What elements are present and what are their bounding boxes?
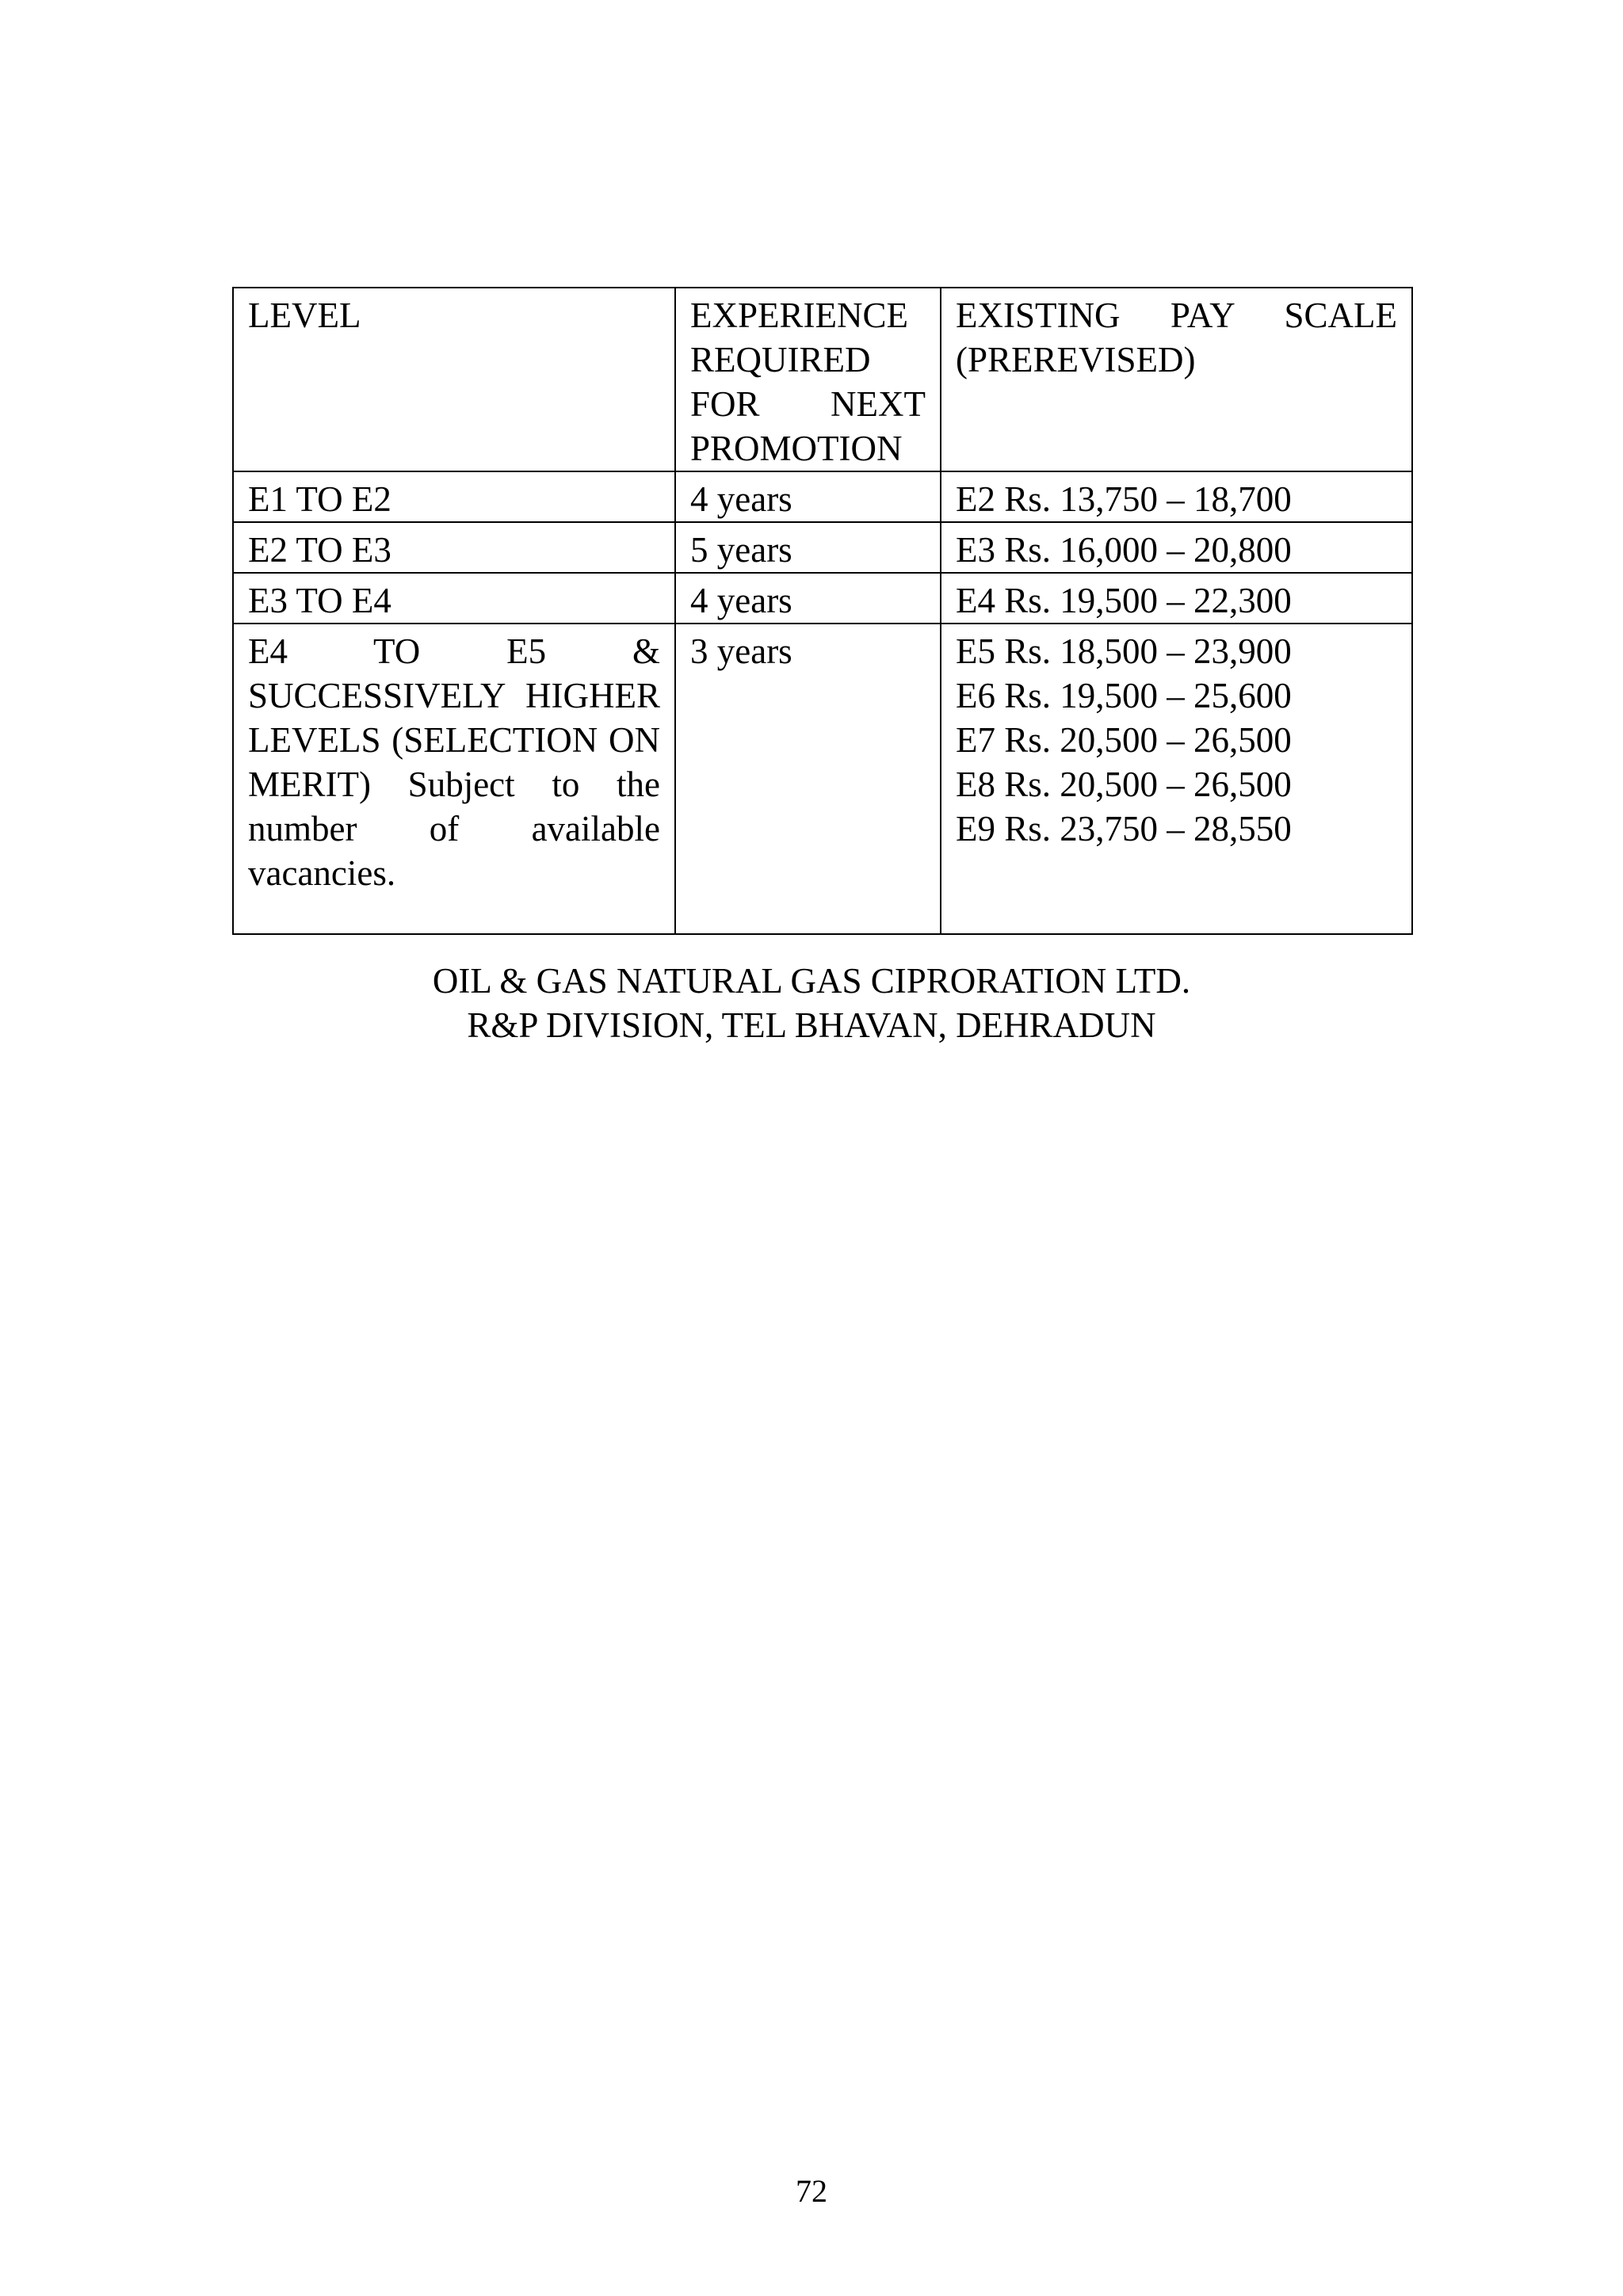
pay-scale-line: E3 Rs. 16,000 – 20,800 <box>956 530 1292 570</box>
row-level <box>233 573 675 624</box>
row-experience <box>675 573 941 624</box>
row-level <box>233 522 675 573</box>
table-header-row <box>233 288 1412 471</box>
row-pay-scale <box>941 471 1412 522</box>
row-pay-scale <box>941 573 1412 624</box>
row-experience <box>675 522 941 573</box>
pay-scale-line: E2 Rs. 13,750 – 18,700 <box>956 479 1292 519</box>
row-experience <box>675 471 941 522</box>
row-level <box>233 471 675 522</box>
pay-scale-line: E6 Rs. 19,500 – 25,600 <box>956 676 1292 715</box>
pay-scale-line: E4 Rs. 19,500 – 22,300 <box>956 581 1292 620</box>
row-level-text: E2 TO E3 <box>248 530 391 570</box>
row-experience-text: 5 years <box>690 530 792 570</box>
header-level <box>233 288 675 471</box>
pay-scale-line: E9 Rs. 23,750 – 28,550 <box>956 809 1292 849</box>
header-level-text: LEVEL <box>248 296 361 335</box>
header-pay-scale <box>941 288 1412 471</box>
header-experience <box>675 288 941 471</box>
header-experience-text: EXPERIENCE REQUIRED FOR NEXT PROMOTION <box>690 296 926 468</box>
row-experience-text: 4 years <box>690 479 792 519</box>
organization-name: OIL & GAS NATURAL GAS CIPRORATION LTD. <box>432 961 1191 1001</box>
pay-scale-line: E7 Rs. 20,500 – 26,500 <box>956 720 1292 760</box>
row-pay-scale <box>941 522 1412 573</box>
pay-scale-line: E5 Rs. 18,500 – 23,900 <box>956 631 1292 671</box>
organization-address: R&P DIVISION, TEL BHAVAN, DEHRADUN <box>467 1005 1156 1045</box>
header-pay-scale-text: EXISTING PAY SCALE (PREREVISED) <box>956 296 1397 379</box>
page-number: 72 <box>796 2173 827 2209</box>
table-row <box>233 624 1412 934</box>
row-experience-text: 4 years <box>690 581 792 620</box>
promotion-table <box>232 287 1413 935</box>
row-pay-scale <box>941 624 1412 934</box>
table-row <box>233 522 1412 573</box>
table-row <box>233 471 1412 522</box>
row-level <box>233 624 675 934</box>
row-level-text: E1 TO E2 <box>248 479 391 519</box>
row-level-text: E3 TO E4 <box>248 581 391 620</box>
row-experience-text: 3 years <box>690 631 792 671</box>
row-level-text: E4 TO E5 & SUCCESSIVELY HIGHER LEVELS (SELECTION ON MERIT) Subject to the number of available vacancies. <box>248 631 660 893</box>
pay-scale-line: E8 Rs. 20,500 – 26,500 <box>956 765 1292 804</box>
table-row <box>233 573 1412 624</box>
row-experience <box>675 624 941 934</box>
